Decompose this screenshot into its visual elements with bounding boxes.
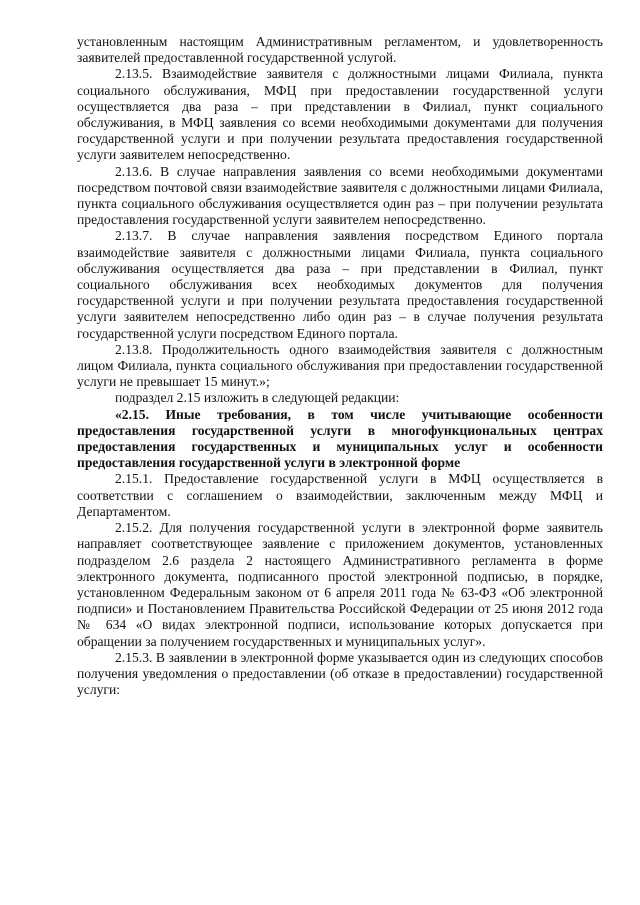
paragraph-2-15-1: 2.15.1. Предоставление государственной услуги в МФЦ осуществляется в соответствии с соглашением о взаимодействии, заключенным между МФЦ и Департаментом. xyxy=(77,471,603,519)
paragraph-subsection-instruction: подраздел 2.15 изложить в следующей редакции: xyxy=(115,390,400,406)
paragraph-2-13-6: 2.13.6. В случае направления заявления со всеми необходимыми документами посредством почтовой связи взаимодействие заявителя с должностными лицами Филиала, пункта социального обслуживания осуществляется один раз – при получении результата предоставления государственной услуги заявителем непосредственно. xyxy=(77,163,603,228)
paragraph-2-13-7: 2.13.7. В случае направления заявления посредством Единого портала взаимодействие заявителя с должностными лицами Филиала, пункта социального обслуживания осуществляется два раза – при представлении в Филиал, пункт социального обслуживания всех необходимых документов для получения государственной услуги и при получении результата предоставления государственной услуги заявителем непосредственно либо один раз – в случае получения результата государственной услуги посредством Единого портала. xyxy=(77,228,603,341)
section-heading-2-15: «2.15. Иные требования, в том числе учитывающие особенности предоставления государственной услуги в многофункциональных центрах предоставления государственных и муниципальных услуг и особенности предоставления государственной услуги в электронной форме xyxy=(77,406,603,471)
document-page xyxy=(77,34,603,698)
paragraph-2-13-8: 2.13.8. Продолжительность одного взаимодействия заявителя с должностным лицом Филиала, пункта социального обслуживания при предоставлении государственной услуги не превышает 15 минут.»; xyxy=(77,341,603,390)
paragraph-2-15-3: 2.15.3. В заявлении в электронной форме указывается один из следующих способов получения уведомления о предоставлении (об отказе в предоставлении) государственной услуги: xyxy=(77,649,603,698)
paragraph-regulation-satisfaction: установленным настоящим Административным регламентом, и удовлетворенность заявителей предоставленной государственной услугой. xyxy=(77,34,603,66)
paragraph-2-15-2: 2.15.2. Для получения государственной услуги в электронной форме заявитель направляет соответствующее заявление с приложением документов, установленных подразделом 2.6 раздела 2 настоящего Административного регламента в форме электронного документа, подписанного простой электронной подписью, в порядке, установленном Федеральным законом от 6 апреля 2011 года № 63-ФЗ «Об электронной подписи» и Постановлением Правительства Российской Федерации от 25 июня 2012 года № 634 «О видах электронной подписи, использование которых допускается при обращении за получением государственных и муниципальных услуг». xyxy=(77,520,603,649)
paragraph-2-13-5: 2.13.5. Взаимодействие заявителя с должностными лицами Филиала, пункта социального обслуживания, МФЦ при предоставлении государственной услуги осуществляется два раза – при представлении в Филиал, пункт социального обслуживания, в МФЦ заявления со всеми необходимыми документами для получения государственной услуги и при получении результата предоставления государственной услуги заявителем непосредственно. xyxy=(77,66,603,163)
